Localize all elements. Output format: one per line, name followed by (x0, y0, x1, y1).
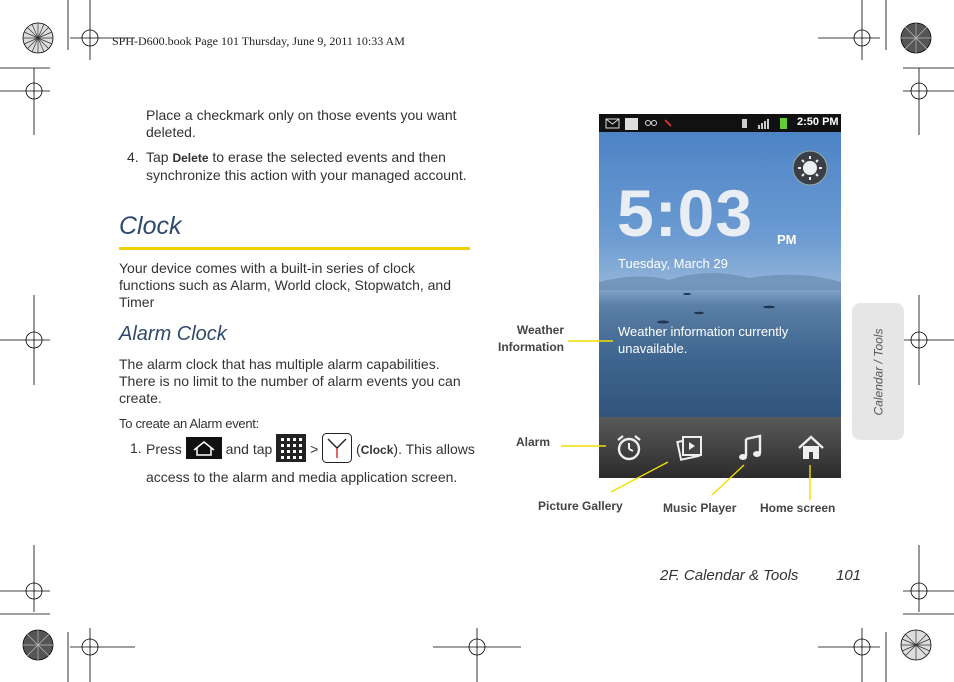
home-clock-ampm: PM (777, 232, 797, 247)
side-tab-label: Calendar / Tools (871, 328, 886, 415)
running-head: SPH-D600.book Page 101 Thursday, June 9, 2011 10:33 AM (112, 34, 405, 48)
callout-music-player: Music Player (663, 501, 737, 515)
clock-description: Your device comes with a built-in series of clock functions such as Alarm, World clock, Stopwatch, and Timer (119, 260, 452, 310)
step-4-number: 4. (127, 149, 139, 165)
callout-home-screen: Home screen (760, 501, 836, 515)
callout-weather: Weather Information (498, 323, 564, 354)
step-4-text: Tap Delete to erase the selected events and then synchronize this action with your managed account. (146, 149, 467, 183)
delete-label: Delete (172, 151, 209, 165)
home-clock-time: 5:03 (617, 176, 754, 250)
step-1-text: Press and tap > (Clock). This allows access to the alarm and media application screen. (146, 433, 476, 487)
to-create-label: To create an Alarm event: (119, 416, 259, 431)
step-1-number: 1. (130, 440, 142, 456)
callout-picture-gallery: Picture Gallery (538, 499, 623, 513)
home-clock-date: Tuesday, March 29 (618, 256, 728, 271)
side-tab-label-wrap (852, 303, 904, 440)
checkmark-paragraph: Place a checkmark only on those events you want deleted. (146, 107, 457, 140)
alarm-description: The alarm clock that has multiple alarm capabilities. There is no limit to the number of alarm events you can create. (119, 356, 461, 406)
status-time: 2:50 PM (797, 116, 839, 128)
footer-page-number: 101 (836, 567, 862, 584)
clock-label: Clock (360, 443, 394, 458)
clock-heading: Clock (119, 212, 182, 240)
footer-section: 2F. Calendar & Tools (660, 567, 799, 584)
callout-alarm: Alarm (515, 435, 550, 449)
weather-message: Weather information currently unavailable. (618, 324, 789, 356)
alarm-clock-heading: Alarm Clock (119, 323, 227, 345)
